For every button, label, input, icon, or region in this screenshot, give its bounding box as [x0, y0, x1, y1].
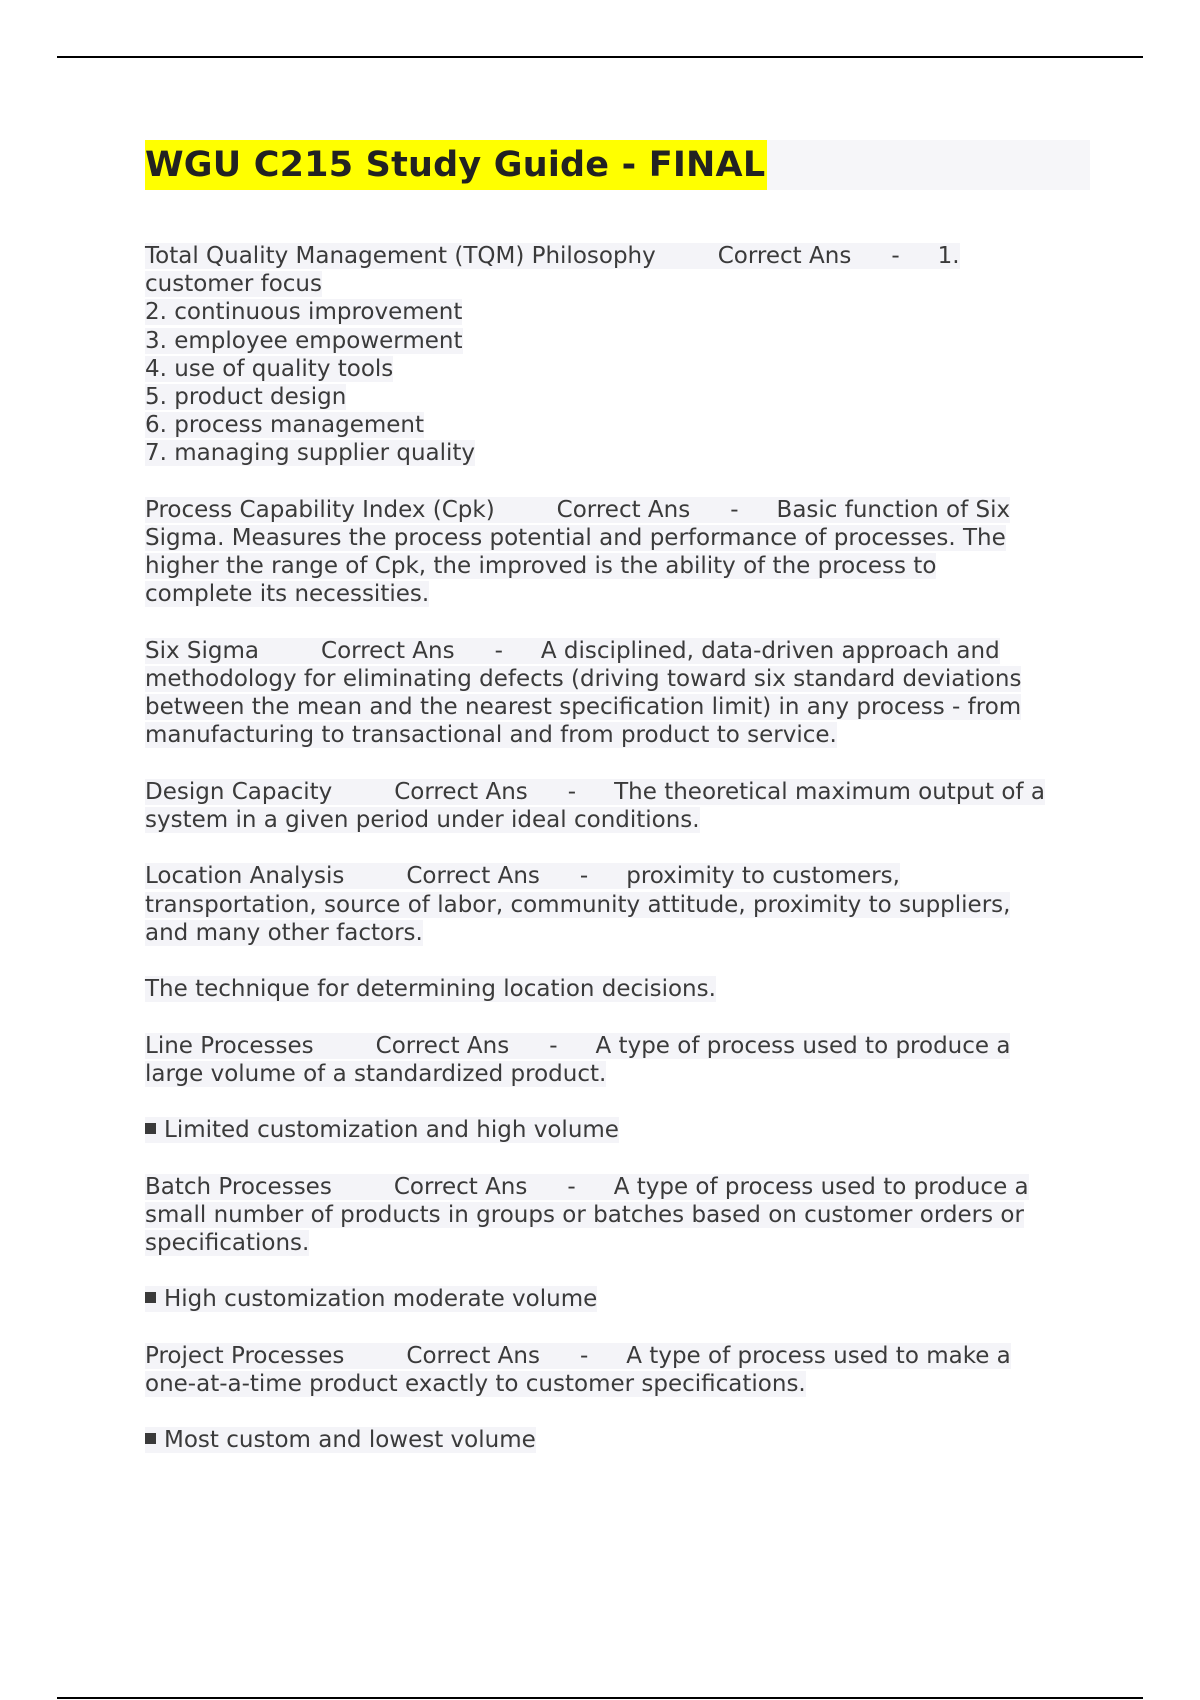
- entry-bullet: [145, 1426, 1090, 1454]
- square-bullet-icon: [145, 1123, 156, 1134]
- answer-line-text: Sigma. Measures the process potential and performance of processes. The: [145, 525, 1006, 552]
- entry-highlight: [145, 638, 1000, 664]
- answer-line-text: complete its necessities.: [145, 581, 430, 608]
- answer-separator: -: [567, 778, 577, 805]
- entry-extra-text: The technique for determining location decisions.: [145, 976, 716, 1003]
- answer-line-text: 4. use of quality tools: [145, 355, 394, 382]
- entry-bullet-text: High customization moderate volume: [164, 1286, 598, 1313]
- square-bullet-icon: [145, 1433, 156, 1444]
- answer-line-text: and many other factors.: [145, 919, 423, 946]
- answer-line-text: higher the range of Cpk, the improved is the ability of the process to: [145, 553, 937, 580]
- answer-line: [145, 1060, 1090, 1088]
- answer-line: [145, 919, 1090, 947]
- answer-line: [145, 298, 1090, 326]
- answer-first-line: The theoretical maximum output of a: [614, 778, 1045, 805]
- answer-line-text: system in a given period under ideal conditions.: [145, 807, 700, 834]
- answer-line: [145, 1370, 1090, 1398]
- answer-line-text: specifications.: [145, 1229, 310, 1256]
- entry-first-line: [145, 1342, 1090, 1370]
- answer-line: [145, 552, 1090, 580]
- answer-line: [145, 580, 1090, 608]
- entry-first-line: [145, 637, 1090, 665]
- entry-highlight: [145, 779, 1045, 805]
- entry-bullet-text: Most custom and lowest volume: [164, 1427, 536, 1454]
- answer-label: Correct Ans: [375, 1032, 510, 1059]
- document-title: WGU C215 Study Guide - FINAL: [145, 140, 767, 190]
- entry-term: Process Capability Index (Cpk): [145, 496, 495, 523]
- answer-separator: -: [579, 863, 589, 890]
- entry-highlight: [145, 863, 900, 889]
- answer-label: Correct Ans: [394, 778, 528, 805]
- answer-first-line: Basic function of Six: [776, 496, 1011, 523]
- entry-first-line: [145, 1173, 1090, 1201]
- answer-line: [145, 693, 1090, 721]
- answer-separator: -: [494, 637, 503, 664]
- answer-line: [145, 1229, 1090, 1257]
- answer-line: [145, 891, 1090, 919]
- answer-line: [145, 355, 1090, 383]
- answer-line-text: 5. product design: [145, 384, 347, 411]
- answer-label: Correct Ans: [406, 1342, 540, 1369]
- entry-first-line: [145, 242, 1090, 270]
- answer-line-text: transportation, source of labor, community attitude, proximity to suppliers,: [145, 891, 1011, 918]
- answer-first-line: A type of process used to make a: [626, 1342, 1011, 1369]
- header-rule: [57, 56, 1143, 58]
- answer-label: Correct Ans: [393, 1173, 528, 1200]
- answer-line: [145, 383, 1090, 411]
- answer-separator: -: [549, 1032, 558, 1059]
- answer-line: [145, 806, 1090, 834]
- answer-line: [145, 270, 1090, 298]
- answer-line: [145, 411, 1090, 439]
- answer-separator: -: [567, 1173, 576, 1200]
- answer-line-text: large volume of a standardized product.: [145, 1060, 607, 1087]
- answer-line-text: 6. process management: [145, 412, 425, 439]
- answer-line-text: methodology for eliminating defects (driving toward six standard deviations: [145, 666, 1022, 693]
- entry-bullet: [145, 1116, 1090, 1144]
- entries-list: [145, 242, 1090, 1455]
- answer-first-line: A disciplined, data-driven approach and: [540, 637, 1000, 664]
- entry-highlight: [145, 497, 1010, 523]
- answer-separator: -: [730, 496, 739, 523]
- entry-term: Batch Processes: [145, 1173, 332, 1200]
- answer-first-line: 1.: [937, 243, 960, 269]
- entry-term: Six Sigma: [145, 637, 260, 664]
- entry-term: Design Capacity: [145, 778, 333, 805]
- answer-line: [145, 665, 1090, 693]
- answer-first-line: proximity to customers,: [626, 863, 900, 890]
- entry-first-line: [145, 862, 1090, 890]
- answer-first-line: A type of process used to produce a: [595, 1032, 1011, 1059]
- entry-bullet: [145, 1285, 1090, 1313]
- footer-rule: [57, 1697, 1143, 1699]
- answer-separator: -: [579, 1342, 589, 1369]
- entry-highlight: [145, 1033, 1010, 1059]
- title-band: [145, 140, 1090, 190]
- entry-term: Line Processes: [145, 1032, 314, 1059]
- entry-highlight: [145, 1343, 1011, 1369]
- entry-highlight: [145, 243, 960, 269]
- answer-line: [145, 721, 1090, 749]
- answer-line-text: small number of products in groups or batches based on customer orders or: [145, 1201, 1024, 1228]
- entry-first-line: [145, 778, 1090, 806]
- entry-bullet-text: Limited customization and high volume: [164, 1117, 619, 1144]
- answer-label: Correct Ans: [556, 496, 691, 523]
- square-bullet-icon: [145, 1292, 156, 1303]
- entry-first-line: [145, 496, 1090, 524]
- answer-line-text: one-at-a-time product exactly to customer specifications.: [145, 1370, 806, 1397]
- answer-line-text: 2. continuous improvement: [145, 299, 463, 326]
- document-body: [145, 140, 1090, 1455]
- answer-line-text: manufacturing to transactional and from product to service.: [145, 722, 837, 749]
- answer-line: [145, 327, 1090, 355]
- answer-line: [145, 1201, 1090, 1229]
- answer-line-text: 7. managing supplier quality: [145, 440, 476, 467]
- entry-term: Project Processes: [145, 1342, 345, 1369]
- entry-term: Total Quality Management (TQM) Philosophy: [145, 243, 656, 269]
- answer-line: [145, 439, 1090, 467]
- answer-line-text: customer focus: [145, 271, 322, 298]
- answer-first-line: A type of process used to produce a: [613, 1173, 1029, 1200]
- answer-line-text: between the mean and the nearest specification limit) in any process - from: [145, 694, 1022, 721]
- answer-label: Correct Ans: [406, 863, 540, 890]
- answer-label: Correct Ans: [321, 637, 455, 664]
- answer-label: Correct Ans: [717, 243, 852, 269]
- answer-line: [145, 524, 1090, 552]
- entry-term: Location Analysis: [145, 863, 345, 890]
- answer-line-text: 3. employee empowerment: [145, 327, 463, 354]
- entry-highlight: [145, 1174, 1029, 1200]
- entry-first-line: [145, 1032, 1090, 1060]
- entry-extra-note: [145, 975, 1090, 1003]
- answer-separator: -: [891, 243, 900, 269]
